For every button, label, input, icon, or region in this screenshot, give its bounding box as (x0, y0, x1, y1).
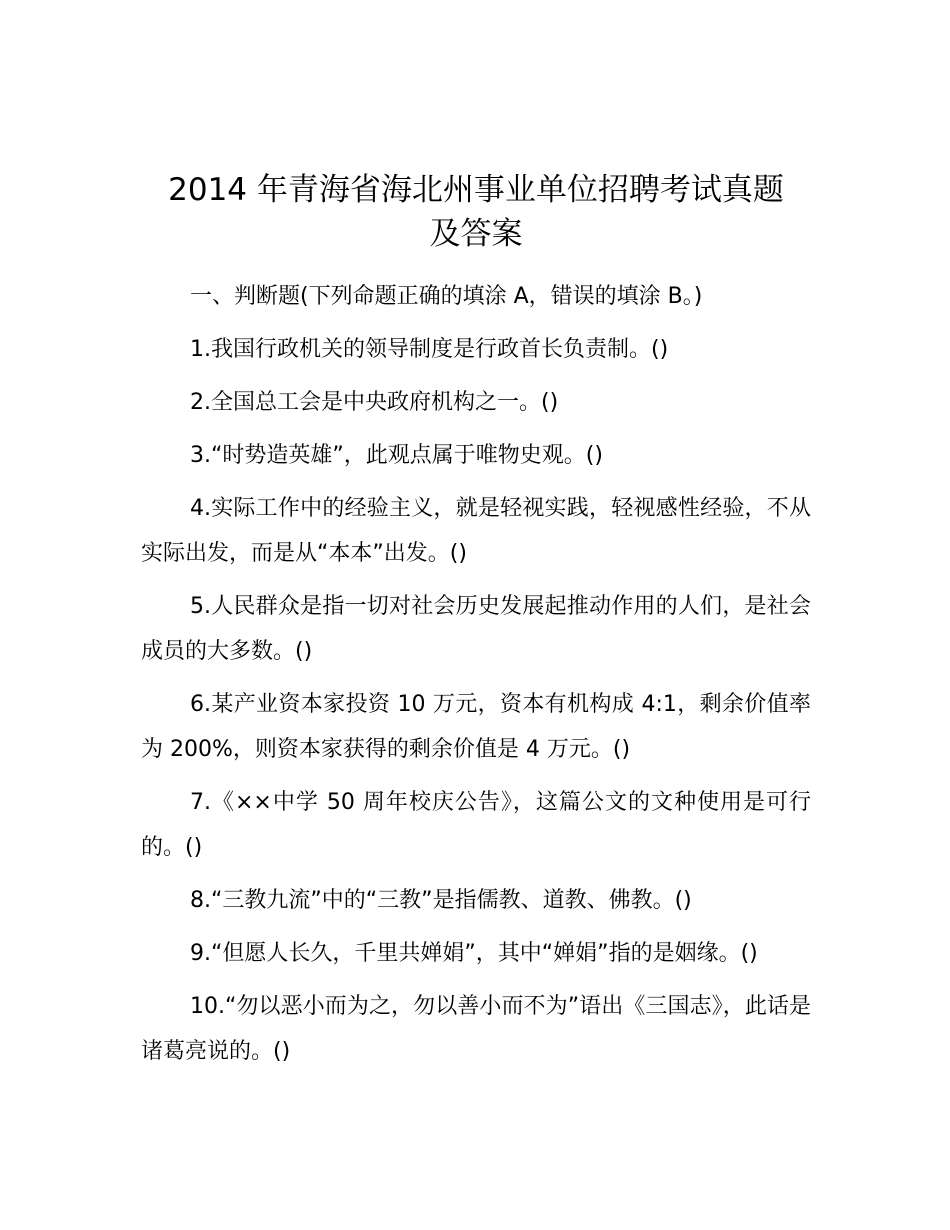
page-title-line-1: 2014 年青海省海北州事业单位招聘考试真题 (168, 172, 784, 208)
question-1: 1.我国行政机关的领导制度是行政首长负责制。() (190, 337, 669, 362)
question-5: 5.人民群众是指一切对社会历史发展起推动作用的人们，是社会成员的大多数。() (141, 594, 811, 664)
question-2: 2.全国总工会是中央政府机构之一。() (190, 390, 559, 415)
question-3: 3.“时势造英雄”，此观点属于唯物史观。() (190, 443, 603, 468)
section-heading: 一、判断题(下列命题正确的填涂 A，错误的填涂 B。) (190, 284, 703, 309)
question-8: 8.“三教九流”中的“三教”是指儒教、道教、佛教。() (190, 888, 692, 913)
question-7: 7.《××中学 50 周年校庆公告》，这篇公文的文种使用是可行的。() (141, 790, 811, 860)
question-4: 4.实际工作中的经验主义，就是轻视实践，轻视感性经验，不从实际出发，而是从“本本”出发。() (141, 496, 811, 566)
document-page (141, 168, 811, 1082)
page-title-line-2: 及答案 (429, 216, 523, 252)
page-title (141, 168, 811, 256)
question-6: 6.某产业资本家投资 10 万元，资本有机构成 4:1，剩余价值率为 200%，则资本家获得的剩余价值是 4 万元。() (141, 692, 811, 762)
question-10: 10.“勿以恶小而为之，勿以善小而不为”语出《三国志》，此话是诸葛亮说的。() (141, 994, 811, 1064)
question-9: 9.“但愿人长久，千里共婵娟”，其中“婵娟”指的是姻缘。() (190, 941, 758, 966)
